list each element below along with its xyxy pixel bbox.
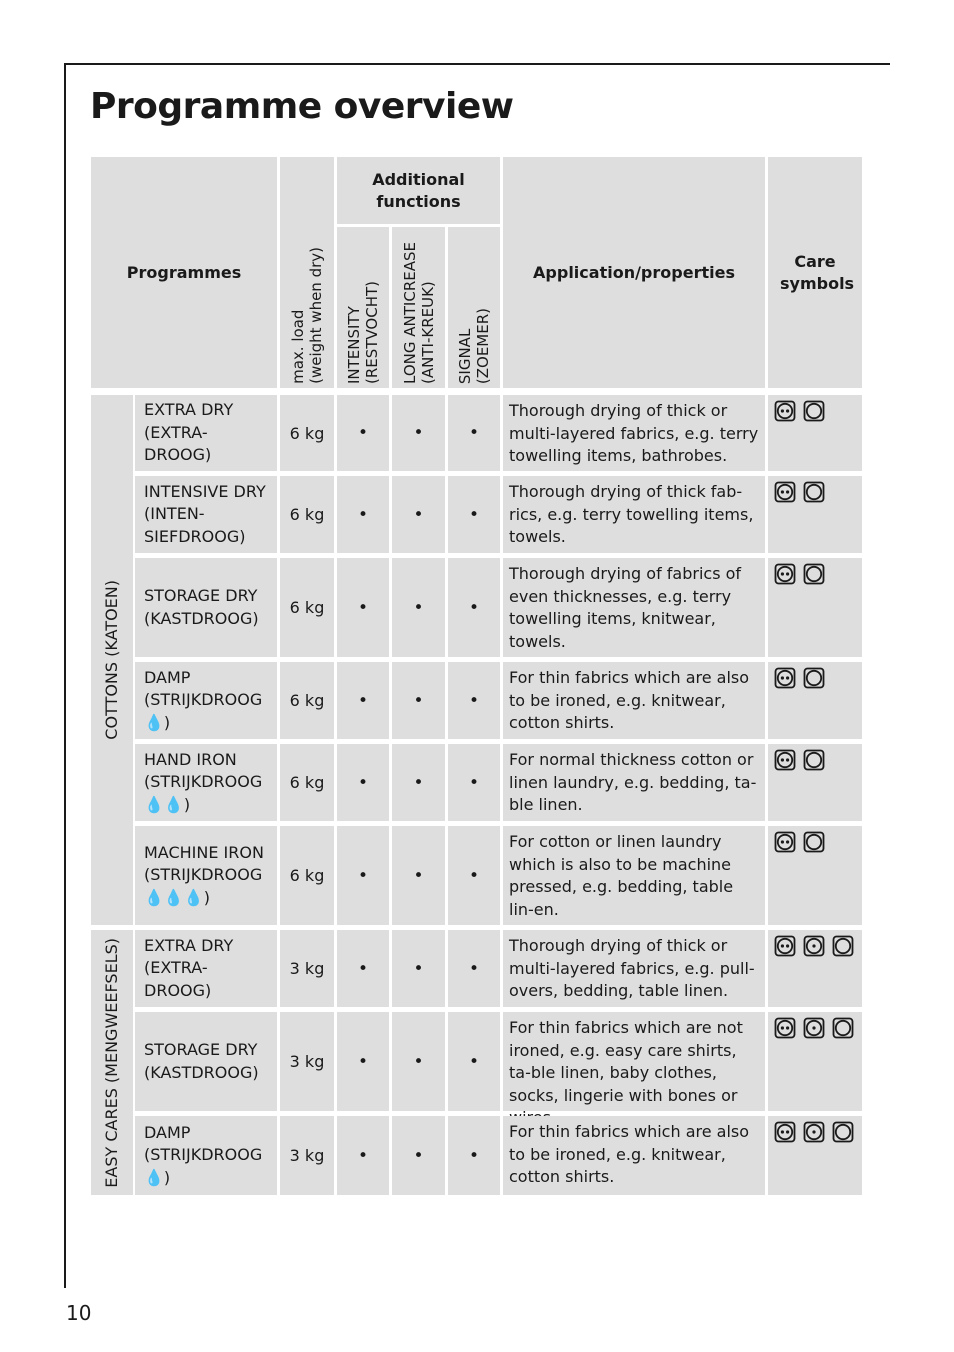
signal-bullet-mark: • — [468, 423, 480, 443]
anticrease-bullet-mark: • — [413, 1145, 424, 1166]
max-load-text: 6 kg — [289, 505, 325, 524]
max-load-text: 6 kg — [289, 773, 325, 792]
care-symbols — [768, 744, 862, 821]
tumble-dry-normal-icon — [774, 1017, 796, 1039]
signal-bullet — [448, 826, 500, 925]
max-load-text: 6 kg — [289, 691, 325, 710]
application-text — [503, 930, 765, 1007]
anticrease-bullet — [392, 744, 445, 821]
signal-bullet — [448, 558, 500, 657]
anticrease-bullet-mark: • — [413, 690, 424, 711]
intensity-bullet — [337, 558, 389, 657]
header-programmes-label: Programmes — [126, 262, 242, 282]
care-symbols — [768, 662, 862, 739]
programme-name — [135, 476, 277, 553]
max-load-value — [280, 930, 334, 1007]
tumble-dry-normal-icon — [774, 667, 796, 689]
tumble-dry-icon — [803, 481, 825, 503]
max-load-text: 6 kg — [289, 423, 325, 443]
intensity-bullet — [337, 1116, 389, 1195]
tumble-dry-icon — [832, 935, 854, 957]
care-symbols — [768, 476, 862, 553]
programme-name-text: EXTRA DRY (EXTRA- DROOG) — [144, 935, 234, 1000]
care-symbols — [768, 558, 862, 657]
anticrease-bullet-mark: • — [413, 958, 424, 979]
application-text — [503, 744, 765, 821]
signal-bullet-mark: • — [468, 772, 480, 793]
top-rule — [64, 63, 890, 65]
programme-name-text: STORAGE DRY (KASTDROOG) — [144, 586, 259, 628]
care-symbols — [768, 930, 862, 1007]
application-description: For thin fabrics which are also to be ironed, e.g. knitwear, cotton shirts. — [509, 1122, 750, 1186]
header-care-symbols-label: Care symbols — [780, 251, 855, 293]
header-application-label: Application/properties — [533, 262, 735, 282]
anticrease-bullet — [392, 558, 445, 657]
intensity-bullet-mark: • — [357, 504, 369, 525]
header-max-load — [280, 157, 334, 388]
programme-name — [135, 558, 277, 657]
max-load-value — [280, 1012, 334, 1111]
max-load-value — [280, 558, 334, 657]
intensity-bullet-mark: • — [357, 958, 369, 979]
application-text — [503, 662, 765, 739]
max-load-value — [280, 662, 334, 739]
application-description: Thorough drying of thick fab-rics, e.g. terry towelling items, towels. — [509, 482, 754, 546]
signal-bullet-mark: • — [468, 597, 480, 618]
tumble-dry-low-icon — [803, 1017, 825, 1039]
signal-bullet — [448, 1012, 500, 1111]
signal-bullet — [448, 930, 500, 1007]
tumble-dry-normal-icon — [774, 1121, 796, 1143]
signal-bullet-mark: • — [468, 504, 480, 525]
max-load-text: 3 kg — [289, 1146, 325, 1165]
programme-name-text: DAMP (STRIJKDROOG 💧) — [144, 667, 263, 732]
max-load-value — [280, 826, 334, 925]
anticrease-bullet-mark: • — [413, 504, 424, 525]
header-long-anticrease — [392, 227, 445, 388]
group-label-text: EASY CARES (MENGWEEFSELS) — [102, 937, 121, 1188]
intensity-bullet — [337, 1012, 389, 1111]
page-number: 10 — [66, 1301, 92, 1325]
signal-bullet — [448, 476, 500, 553]
tumble-dry-normal-icon — [774, 400, 796, 422]
tumble-dry-icon — [803, 667, 825, 689]
signal-bullet — [448, 662, 500, 739]
anticrease-bullet-mark: • — [413, 772, 424, 793]
care-symbols — [768, 1116, 862, 1195]
application-text — [503, 1116, 765, 1195]
signal-bullet — [448, 1116, 500, 1195]
header-programmes — [91, 157, 277, 388]
anticrease-bullet-mark: • — [413, 423, 424, 443]
application-text — [503, 395, 765, 471]
programme-name-text: HAND IRON (STRIJKDROOG 💧💧) — [144, 749, 263, 814]
max-load-text: 3 kg — [289, 959, 325, 978]
intensity-bullet-mark: • — [357, 865, 369, 886]
header-additional-functions — [337, 157, 500, 224]
anticrease-bullet-mark: • — [413, 1051, 424, 1072]
max-load-value — [280, 1116, 334, 1195]
signal-bullet-mark: • — [468, 690, 480, 711]
tumble-dry-icon — [803, 749, 825, 771]
programme-name-text: STORAGE DRY (KASTDROOG) — [144, 1040, 259, 1082]
application-text — [503, 558, 765, 657]
group-label — [91, 930, 133, 1195]
application-description: For thin fabrics which are also to be ironed, e.g. knitwear, cotton shirts. — [509, 668, 750, 732]
intensity-bullet-mark: • — [357, 423, 369, 443]
application-text — [503, 476, 765, 553]
signal-bullet-mark: • — [468, 1145, 480, 1166]
programme-name — [135, 1012, 277, 1111]
application-description: Thorough drying of thick or multi-layered fabrics, e.g. pull-overs, bedding, table linen. — [509, 936, 755, 1000]
anticrease-bullet — [392, 1012, 445, 1111]
header-intensity — [337, 227, 389, 388]
tumble-dry-normal-icon — [774, 481, 796, 503]
max-load-text: 6 kg — [289, 866, 325, 885]
max-load-value — [280, 744, 334, 821]
programme-name-text: INTENSIVE DRY (INTEN- SIEFDROOG) — [144, 481, 266, 546]
header-additional-functions-label: Additional functions — [372, 169, 465, 211]
header-care-symbols — [768, 157, 862, 388]
header-long-anticrease-label: LONG ANTICREASE (ANTI-KREUK) — [400, 242, 437, 384]
tumble-dry-low-icon — [803, 1121, 825, 1143]
max-load-value — [280, 395, 334, 471]
programme-name — [135, 930, 277, 1007]
signal-bullet — [448, 395, 500, 471]
tumble-dry-normal-icon — [774, 935, 796, 957]
anticrease-bullet-mark: • — [413, 597, 424, 618]
max-load-text: 3 kg — [289, 1052, 325, 1071]
anticrease-bullet — [392, 395, 445, 471]
tumble-dry-normal-icon — [774, 749, 796, 771]
programme-name — [135, 744, 277, 821]
header-application — [503, 157, 765, 388]
anticrease-bullet — [392, 930, 445, 1007]
programme-name — [135, 395, 277, 471]
page-title: Programme overview — [90, 86, 514, 127]
header-intensity-label: INTENSITY (RESTVOCHT) — [345, 280, 381, 384]
max-load-text: 6 kg — [289, 598, 325, 617]
intensity-bullet — [337, 930, 389, 1007]
header-max-load-label: max. load (weight when dry) — [289, 247, 325, 384]
application-description: For thin fabrics which are not ironed, e.g. easy care shirts, ta-ble linen, baby clothes, socks, lingerie with bones or — [509, 1018, 743, 1105]
signal-bullet-mark: • — [468, 958, 480, 979]
tumble-dry-normal-icon — [774, 831, 796, 853]
tumble-dry-low-icon — [803, 935, 825, 957]
care-symbols — [768, 1012, 862, 1111]
programme-name-text: DAMP (STRIJKDROOG 💧) — [144, 1122, 263, 1187]
intensity-bullet-mark: • — [357, 772, 369, 793]
tumble-dry-icon — [832, 1017, 854, 1039]
intensity-bullet — [337, 395, 389, 471]
tumble-dry-icon — [803, 563, 825, 585]
signal-bullet — [448, 744, 500, 821]
group-label — [91, 395, 133, 925]
intensity-bullet-mark: • — [357, 597, 369, 618]
signal-bullet-mark: • — [468, 865, 480, 886]
anticrease-bullet-mark: • — [413, 865, 424, 886]
intensity-bullet — [337, 662, 389, 739]
anticrease-bullet — [392, 1116, 445, 1195]
application-description: Thorough drying of fabrics of even thicknesses, e.g. terry towelling items, knitwear, towels. — [509, 564, 742, 651]
side-rule — [64, 63, 66, 1288]
group-label-text: COTTONS (KATOEN) — [102, 580, 121, 740]
tumble-dry-icon — [803, 400, 825, 422]
programme-name-text: EXTRA DRY (EXTRA- DROOG) — [144, 400, 234, 465]
max-load-value — [280, 476, 334, 553]
programme-name — [135, 662, 277, 739]
programme-name — [135, 826, 277, 925]
header-signal — [448, 227, 500, 388]
application-description: For cotton or linen laundry which is also to be machine pressed, e.g. bedding, table lin-en. — [509, 832, 734, 919]
tumble-dry-normal-icon — [774, 563, 796, 585]
anticrease-bullet — [392, 826, 445, 925]
programme-name — [135, 1116, 277, 1195]
application-text — [503, 826, 765, 925]
tumble-dry-icon — [832, 1121, 854, 1143]
application-text — [503, 1012, 765, 1111]
header-signal-label: SIGNAL (ZOEMER) — [456, 307, 492, 384]
intensity-bullet-mark: • — [357, 1145, 369, 1166]
care-symbols — [768, 826, 862, 925]
anticrease-bullet — [392, 476, 445, 553]
application-description: Thorough drying of thick or multi-layered fabrics, e.g. terry towelling items, bathrobes. — [509, 401, 759, 465]
intensity-bullet — [337, 476, 389, 553]
anticrease-bullet — [392, 662, 445, 739]
intensity-bullet — [337, 744, 389, 821]
application-description: For normal thickness cotton or linen laundry, e.g. bedding, ta-ble linen. — [509, 750, 757, 814]
intensity-bullet-mark: • — [357, 690, 369, 711]
tumble-dry-icon — [803, 831, 825, 853]
care-symbols — [768, 395, 862, 471]
programme-name-text: MACHINE IRON (STRIJKDROOG 💧💧💧) — [144, 842, 264, 907]
intensity-bullet — [337, 826, 389, 925]
intensity-bullet-mark: • — [357, 1051, 369, 1072]
signal-bullet-mark: • — [468, 1051, 480, 1072]
